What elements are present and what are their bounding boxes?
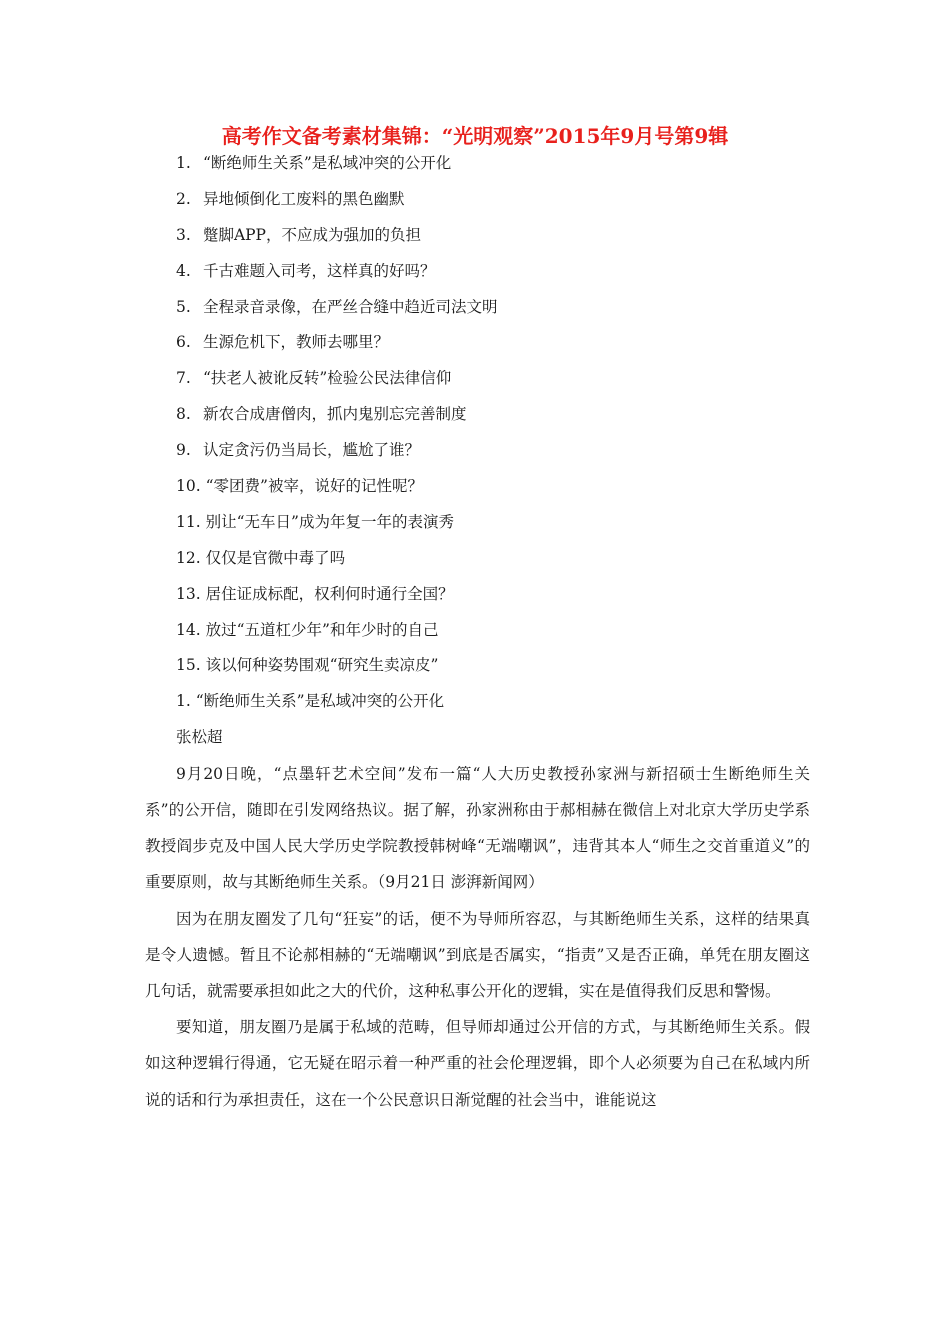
- toc-item: [176, 325, 816, 361]
- toc-item-text: 认定贪污仍当局长，尴尬了谁？: [202, 441, 420, 460]
- article-author: 张松超: [176, 727, 223, 746]
- toc-item: [176, 577, 816, 613]
- toc-item-text: 生源危机下，教师去哪里？: [202, 333, 389, 352]
- toc-item: [176, 469, 816, 505]
- table-of-contents: [176, 146, 816, 684]
- article-paragraph: 因为在朋友圈发了几句“狂妄”的话，便不为导师所容忍，与其断绝师生关系，这样的结果真是令人遗憾。暂且不论郝相赫的“无端嘲讽”到底是否属实，“指责”又是否正确，单凭在朋友圈这几句话，就需要承担如此之大的代价，这种私事公开化的逻辑，实在是值得我们反思和警惕。: [145, 909, 810, 1000]
- toc-item: [176, 433, 816, 469]
- toc-item-number: 8.: [176, 405, 191, 424]
- toc-item: [176, 361, 816, 397]
- toc-item-text: 新农合成唐僧肉，抓内鬼别忘完善制度: [202, 405, 467, 424]
- article: [145, 684, 810, 1118]
- toc-item-number: 5.: [176, 297, 191, 316]
- toc-item-text: 全程录音录像，在严丝合缝中趋近司法文明: [202, 297, 498, 316]
- toc-item: [176, 182, 816, 218]
- toc-item-text: “扶老人被讹反转”检验公民法律信仰: [202, 369, 452, 388]
- toc-item: [176, 397, 816, 433]
- toc-item-number: 9.: [176, 441, 191, 460]
- toc-item: [176, 218, 816, 254]
- toc-item-text: 千古难题入司考，这样真的好吗？: [202, 261, 436, 280]
- toc-item: [176, 541, 816, 577]
- page-title: 高考作文备考素材集锦：“光明观察”2015年9月号第9辑: [221, 124, 729, 148]
- toc-item-text: 仅仅是官微中毒了吗: [205, 548, 346, 567]
- toc-item-number: 13.: [176, 584, 201, 603]
- toc-item-number: 7.: [176, 369, 191, 388]
- toc-item-text: 放过“五道杠少年”和年少时的自己: [205, 620, 439, 639]
- article-paragraph: 9月20日晚，“点墨轩艺术空间”发布一篇“人大历史教授孙家洲与新招硕士生断绝师生关系”的公开信，随即在引发网络热议。据了解，孙家洲称由于郝相赫在微信上对北京大学历史学系教授阎步克及中国人民大学历史学院教授韩树峰“无端嘲讽”，违背其本人“师生之交首重道义”的重要原则，故与其断绝师生关系。（9月21日 澎湃新闻网）: [145, 764, 810, 892]
- toc-item-text: “零团费”被宰，说好的记性呢？: [205, 477, 423, 496]
- toc-item: [176, 613, 816, 649]
- toc-item-text: “断绝师生关系”是私域冲突的公开化: [202, 154, 452, 172]
- toc-item-number: 15.: [176, 656, 201, 675]
- article-paragraph: 要知道，朋友圈乃是属于私域的范畴，但导师却通过公开信的方式，与其断绝师生关系。假如这种逻辑行得通，它无疑在昭示着一种严重的社会伦理逻辑，即个人必须要为自己在私域内所说的话和行为承担责任，这在一个公民意识日渐觉醒的社会当中，谁能说这: [145, 1018, 810, 1109]
- toc-item-number: 2.: [176, 189, 191, 208]
- toc-item-number: 4.: [176, 261, 191, 280]
- toc-item-text: 蹩脚APP，不应成为强加的负担: [202, 225, 421, 244]
- toc-item: [176, 648, 816, 684]
- toc-item: [176, 505, 816, 541]
- toc-item-text: 别让“无车日”成为年复一年的表演秀: [205, 512, 454, 531]
- toc-item: [176, 146, 816, 182]
- toc-item-text: 异地倾倒化工废料的黑色幽默: [202, 189, 405, 208]
- toc-item-number: 1.: [176, 154, 191, 172]
- toc-item-number: 14.: [176, 620, 201, 639]
- toc-item: [176, 290, 816, 326]
- toc-item-number: 10.: [176, 477, 201, 496]
- toc-item-text: 居住证成标配，权利何时通行全国？: [205, 584, 454, 603]
- toc-item-number: 3.: [176, 225, 191, 244]
- toc-item-number: 12.: [176, 548, 201, 567]
- toc-item: [176, 254, 816, 290]
- article-heading: 1. “断绝师生关系”是私域冲突的公开化: [176, 692, 445, 710]
- toc-item-number: 6.: [176, 333, 191, 352]
- toc-item-text: 该以何种姿势围观“研究生卖凉皮”: [205, 656, 439, 675]
- toc-item-number: 11.: [176, 512, 201, 531]
